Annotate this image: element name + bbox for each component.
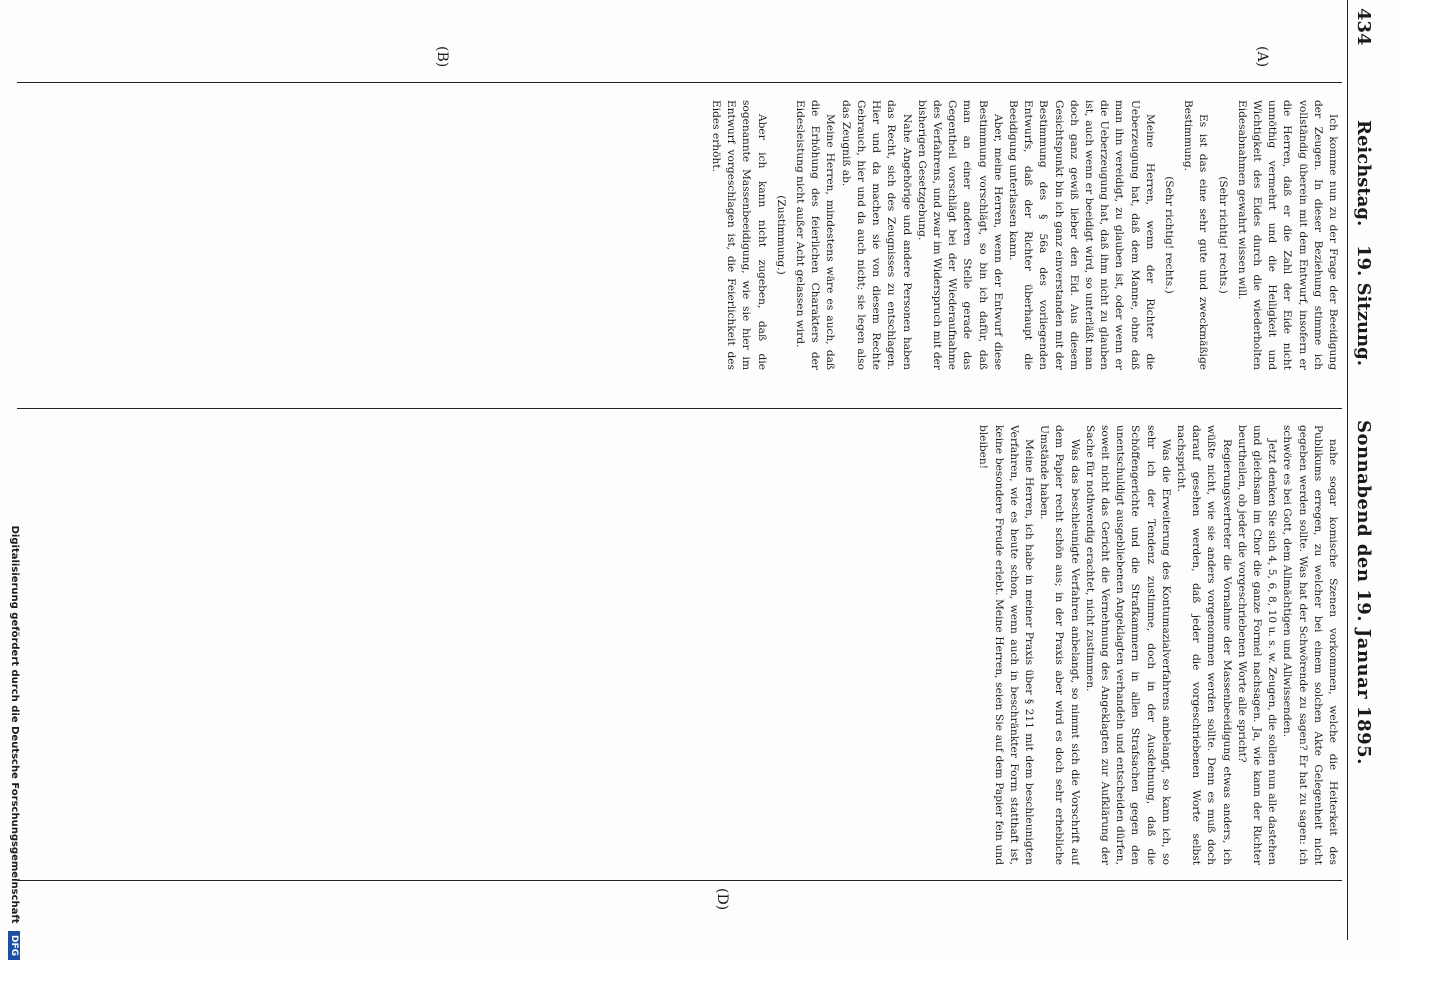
paragraph: Was das beschleunigte Verfahren anbelangt, so nimmt sich die Vorschrift auf dem Papier recht schön aus; in der Praxis aber wird es doch sehr erhebliche Umstände haben. — [1038, 425, 1081, 865]
margin-marker-a: (A) — [1254, 46, 1270, 68]
session-label: 19. Sitzung. — [1353, 245, 1374, 366]
paragraph: nahe sogar komische Szenen vorkommen, welche die Heiterkeit des Publikums erregen, zu welcher bei einem solchen Akte Gelegenheit nicht gegeben werden sollte. Was hat der Schwörende zu sagen? Er hat zu sagen: ich schwöre es bei Gott, dem Allmächtigen und Allwissenden. — [1281, 425, 1339, 865]
header-rule — [1347, 0, 1348, 940]
digitization-credit — [8, 0, 20, 960]
column-rule — [17, 880, 1342, 881]
paragraph: Aber, meine Herren, wenn der Entwurf diese Bestimmung vorschlägt, so bin ich dafür, daß man an einer anderen Stelle gerade das Gegentheil vorschlägt bei der Wiederaufnahme des Verfahrens, und zwar im Widerspruch mit der bisherigen Gesetzgebung. — [915, 100, 1004, 370]
paragraph: Aber ich kann nicht zugeben, daß die sogenannte Massenbeeidigung, wie sie hier im Entwurf vorgeschlagen ist, die Feierlichkeit des Eides erhöht. — [710, 100, 768, 370]
paragraph: Meine Herren, wenn der Richter die Ueberzeugung hat, daß dem Manne, ohne daß man ihn vereidigt, zu glauben ist, oder wenn er die Ueberzeugung hat, daß ihm nicht zu glauben ist, auch wenn er beeidigt wird, so unterläßt man doch ganz gewiß lieber den Eid. Aus diesem Gesichtspunkt bin ich ganz einverstanden mit der Bestimmung des § 56a des vorliegenden Entwurfs, daß der Richter überhaupt die Beeidigung unterlassen kann. — [1006, 100, 1156, 370]
paragraph: Ich komme nun zu der Frage der Beeidigung der Zeugen. In dieser Beziehung stimme ich vollständig überein mit dem Entwurf, insofern er die Herren, daß er die Zahl der Eide nicht unnöthig vermehrt und die Heiligkeit und Wichtigkeit des Eides durch die wiederholten Eidesabnahmen gewahrt wissen will. — [1235, 100, 1339, 370]
interjection: (Sehr richtig! rechts.) — [1162, 176, 1175, 294]
column-rule — [17, 408, 1342, 409]
margin-marker-d: (D) — [714, 888, 730, 911]
column-rule — [17, 82, 1342, 83]
credit-text: Digitalisierung gefördert durch die Deutsche Forschungsgemeinschaft — [9, 525, 20, 924]
paragraph: Jetzt denken Sie sich 4, 5, 6, 8, 10 u. s. w. Zeugen, die sollen nun alle dastehen und gleichsam im Chor die ganze Formel nachsagen. Ja, wie kann der Richter beurtheilen, ob jeder die vorgeschriebenen Worte alle spricht? — [1235, 425, 1279, 865]
paragraph: Meine Herren, ich habe in meiner Praxis über § 211 mit dem beschleunigten Verfahren, wie es heute schon, wenn auch in beschränkter Form statthaft ist, keine besondere Freude erlebt. Meine Herren, seien Sie auf dem Papier fein und bleiben! — [977, 425, 1035, 865]
paragraph: Meine Herren, mindestens wäre es auch, daß die Erhöhung des feierlichen Charakters der Eidesleistung nicht außer Acht gelassen wird. — [794, 100, 837, 370]
interjection: (Sehr richtig! rechts.) — [1216, 176, 1229, 294]
paragraph: Nahe Angehörige und andere Personen haben das Recht, sich des Zeugnisses zu entschlagen. Hier und da machen sie von diesem Rechte Gebrauch, hier und da auch nicht; sie legen also das Zeugniß ab. — [839, 100, 913, 370]
session-date: Sonnabend den 19. Januar 1895. — [1353, 420, 1374, 765]
page-number: 434 — [1353, 8, 1374, 46]
left-column — [10, 100, 1340, 370]
interjection: (Zustimmung.) — [774, 195, 787, 275]
dfg-logo: DFG — [8, 931, 20, 960]
right-column — [10, 425, 1340, 865]
paragraph: Regierungsvertreter die Vornahme der Massenbeeidigung etwas anders, ich wüßte nicht, wie sie anders vorgenommen werden sollte. Denn es muß doch darauf gesehen werden, daß jeder die vorgeschriebenen Worte selbst nachspricht. — [1174, 425, 1233, 865]
paragraph: Was die Erweiterung des Kontumazialverfahrens anbelangt, so kann ich, so sehr ich der Tendenz zustimme, doch in der Ausdehnung, daß die Schöffengerichte und die Strafkammern in allen Strafsachen gegen den unentschuldigt ausgebliebenen Angeklagten verhandeln und entscheiden dürfen, soweit nicht das Gericht die Vernehmung des Angeklagten zur Aufklärung der Sache für nothwendig erachtet, nicht zustimmen. — [1083, 425, 1172, 865]
publication-title: Reichstag. — [1353, 120, 1374, 227]
paragraph: Es ist das eine sehr gute und zweckmäßige Bestimmung. — [1182, 100, 1210, 370]
margin-marker-b: (B) — [434, 46, 450, 68]
